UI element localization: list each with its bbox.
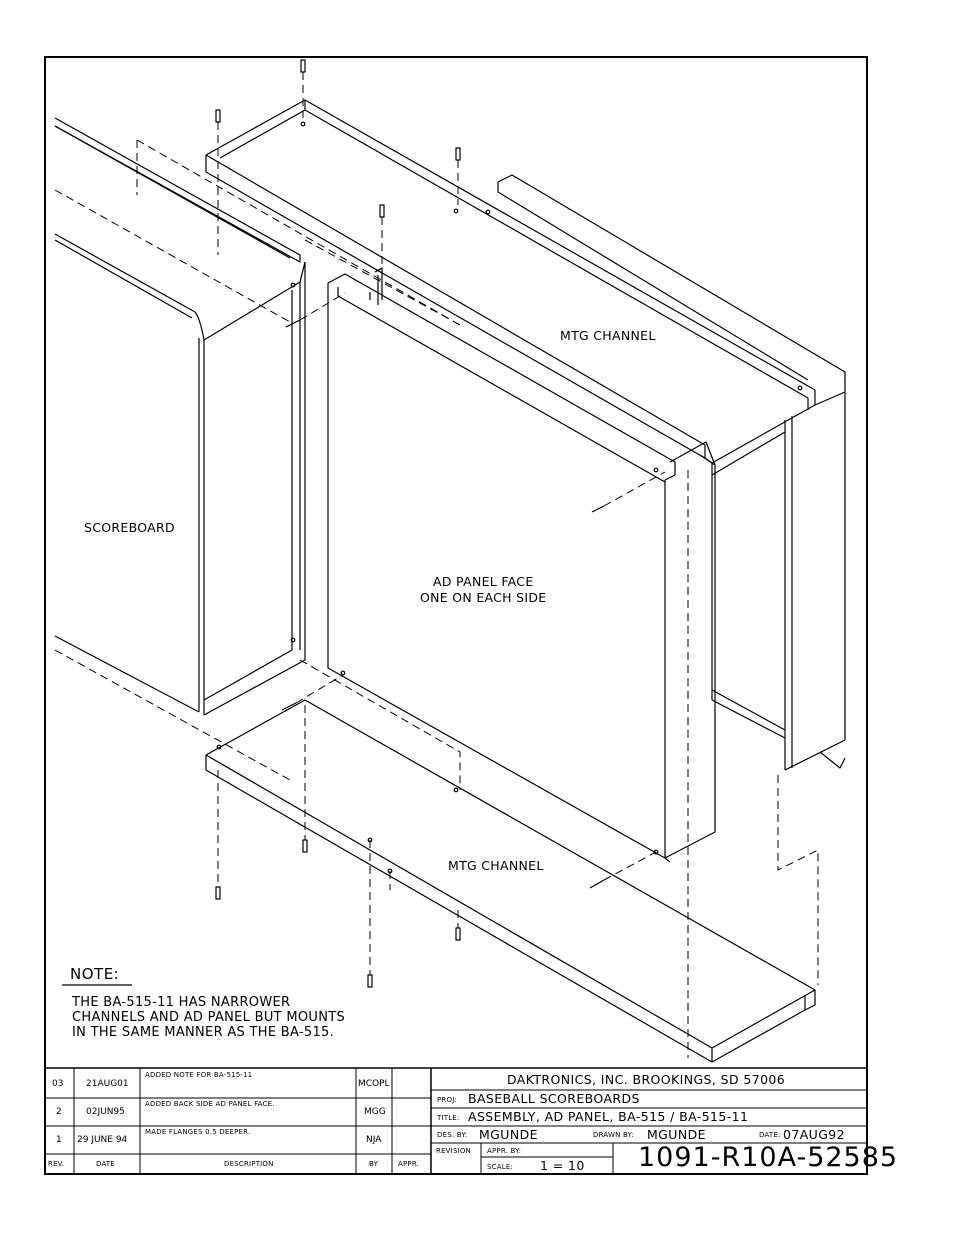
description-cell: ADDED NOTE FOR BA-515-11 <box>145 1071 253 1079</box>
scoreboard-label: SCOREBOARD <box>84 520 175 535</box>
appr-by-label: APPR. BY: <box>487 1147 522 1155</box>
description-cell: MADE FLANGES 0.5 DEEPER. <box>145 1128 251 1136</box>
note-line: THE BA-515-11 HAS NARROWER <box>72 995 291 1010</box>
mtg-channel-bottom-label: MTG CHANNEL <box>448 858 544 873</box>
drawing-title: ASSEMBLY, AD PANEL, BA-515 / BA-515-11 <box>468 1109 749 1124</box>
mtg-channel-top-label: MTG CHANNEL <box>560 328 656 343</box>
drawn-by-label: DRAWN BY: <box>593 1131 634 1139</box>
drawn-by: MGUNDE <box>647 1127 706 1142</box>
note-title: NOTE: <box>70 965 120 983</box>
ad-panel-label-line2: ONE ON EACH SIDE <box>420 590 547 605</box>
title-label: TITLE: <box>437 1114 460 1122</box>
by-cell: MCOPL <box>358 1079 390 1089</box>
note-line: IN THE SAME MANNER AS THE BA-515. <box>72 1025 335 1040</box>
project-name: BASEBALL SCOREBOARDS <box>468 1091 640 1106</box>
note-line: CHANNELS AND AD PANEL BUT MOUNTS <box>72 1010 346 1025</box>
date-cell: 29 JUNE 94 <box>77 1135 128 1145</box>
scale-label: SCALE: <box>487 1163 514 1171</box>
date-cell: 21AUG01 <box>86 1079 129 1089</box>
ad-panel-label-line1: AD PANEL FACE <box>433 574 534 589</box>
date-label: DATE: <box>759 1131 781 1139</box>
header-appr: APPR. <box>398 1160 420 1168</box>
header-rev: REV. <box>48 1160 65 1168</box>
header-description: DESCRIPTION <box>224 1160 274 1168</box>
proj-label: PROJ: <box>437 1096 458 1104</box>
header-by: BY <box>369 1160 379 1168</box>
scale-value: 1 = 10 <box>540 1158 585 1173</box>
designed-by: MGUNDE <box>479 1127 538 1142</box>
drawing-number: 1091-R10A-52585 <box>638 1142 899 1173</box>
drawing-date: 07AUG92 <box>783 1127 845 1142</box>
rev-cell: 2 <box>56 1107 62 1117</box>
revision-label: REVISION <box>436 1147 471 1155</box>
by-cell: NJA <box>366 1135 382 1145</box>
rev-cell: 1 <box>56 1135 62 1145</box>
description-cell: ADDED BACK SIDE AD PANEL FACE. <box>145 1100 275 1108</box>
company-name: DAKTRONICS, INC. BROOKINGS, SD 57006 <box>507 1072 786 1087</box>
by-cell: MGG <box>364 1107 386 1117</box>
rev-cell: 03 <box>52 1079 64 1089</box>
date-cell: 02JUN95 <box>86 1107 125 1117</box>
header-date: DATE <box>96 1160 116 1168</box>
des-by-label: DES. BY: <box>437 1131 468 1139</box>
